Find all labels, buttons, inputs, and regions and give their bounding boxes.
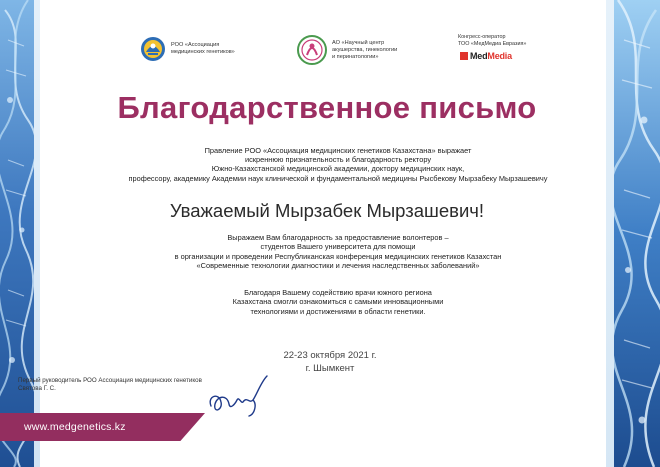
- science-center-logo-text: [332, 40, 397, 61]
- signer-name: Святова Г. С.: [18, 385, 56, 392]
- gratitude-line: в организации и проведении Республиканская конференция медицинских генетиков Казахстан: [174, 251, 502, 261]
- intro-line: профессору, академику Академии наук клинической и фундаментальной медицины Рысбекову Мырзабеку Мырзашевичу: [128, 173, 548, 183]
- left-dna-decoration: [0, 0, 34, 467]
- right-dna-decoration: [614, 0, 660, 467]
- association-emblem-icon: [140, 36, 166, 62]
- science-center-logo-line: АО «Научный центр: [332, 39, 385, 46]
- dna-helix-icon: [614, 0, 660, 467]
- congress-operator-text: [458, 34, 526, 47]
- science-center-logo-line: и перинатологии»: [332, 53, 379, 60]
- gratitude-line: Выражаем Вам благодарность за предоставление волонтеров –: [227, 233, 449, 242]
- event-city: г. Шымкент: [305, 363, 355, 374]
- letter-title: Благодарственное письмо: [117, 90, 537, 125]
- congress-operator-line: Конгресс-оператор: [458, 34, 506, 40]
- association-logo-block: [140, 36, 235, 62]
- right-stripe: [606, 0, 614, 467]
- signer-position: Первый руководитель РОО Ассоциация медицинских генетиков: [18, 377, 202, 384]
- salutation: Уважаемый Мырзабек Мырзашевич!: [169, 200, 485, 221]
- medmedia-wordmark-suffix: Media: [487, 51, 512, 61]
- science-center-logo-line: акушерства, гинекологии: [332, 46, 398, 53]
- region-paragraph: [120, 288, 556, 316]
- medmedia-wordmark-prefix: Med: [470, 51, 488, 61]
- association-logo-line: медицинских генетиков»: [171, 49, 235, 55]
- association-logo-line: РОО «Ассоциация: [171, 42, 220, 48]
- association-logo-text: [171, 42, 235, 56]
- congress-operator-logo-block: [458, 34, 526, 61]
- left-stripe: [34, 0, 40, 467]
- intro-line: искреннюю признательность и благодарность ректору: [244, 155, 432, 165]
- science-center-emblem-icon: [297, 35, 327, 65]
- signer-block: [18, 377, 202, 393]
- website-link[interactable]: www.medgenetics.kz: [24, 421, 126, 433]
- congress-operator-line: ТОО «МедМедиа Евразия»: [458, 40, 527, 47]
- gratitude-paragraph: [120, 233, 556, 270]
- region-line: Благодаря Вашему содействию врачи южного региона: [244, 288, 432, 297]
- medmedia-logo: [460, 51, 512, 61]
- gratitude-line: студентов Вашего университета для помощи: [260, 242, 416, 252]
- medmedia-mark-icon: [460, 52, 468, 60]
- region-line: технологиями и достижениями в области генетики.: [250, 306, 426, 316]
- region-line: Казахстана смогли ознакомиться с самыми инновационными: [232, 297, 444, 307]
- gratitude-line: «Современные технологии диагностики и лечения наследственных заболеваний»: [196, 260, 480, 270]
- science-center-logo-block: [297, 35, 397, 65]
- intro-line: Южно-Казахстанской медицинской академии, доктору медицинских наук,: [211, 164, 465, 174]
- medmedia-wordmark: [470, 51, 512, 61]
- date-location: [230, 349, 430, 375]
- handwritten-signature: [205, 374, 275, 420]
- dna-helix-icon: [0, 0, 34, 467]
- intro-line: Правление РОО «Ассоциация медицинских генетиков Казахстана» выражает: [204, 146, 472, 155]
- event-date: 22-23 октября 2021 г.: [283, 350, 377, 361]
- intro-paragraph: [120, 146, 556, 183]
